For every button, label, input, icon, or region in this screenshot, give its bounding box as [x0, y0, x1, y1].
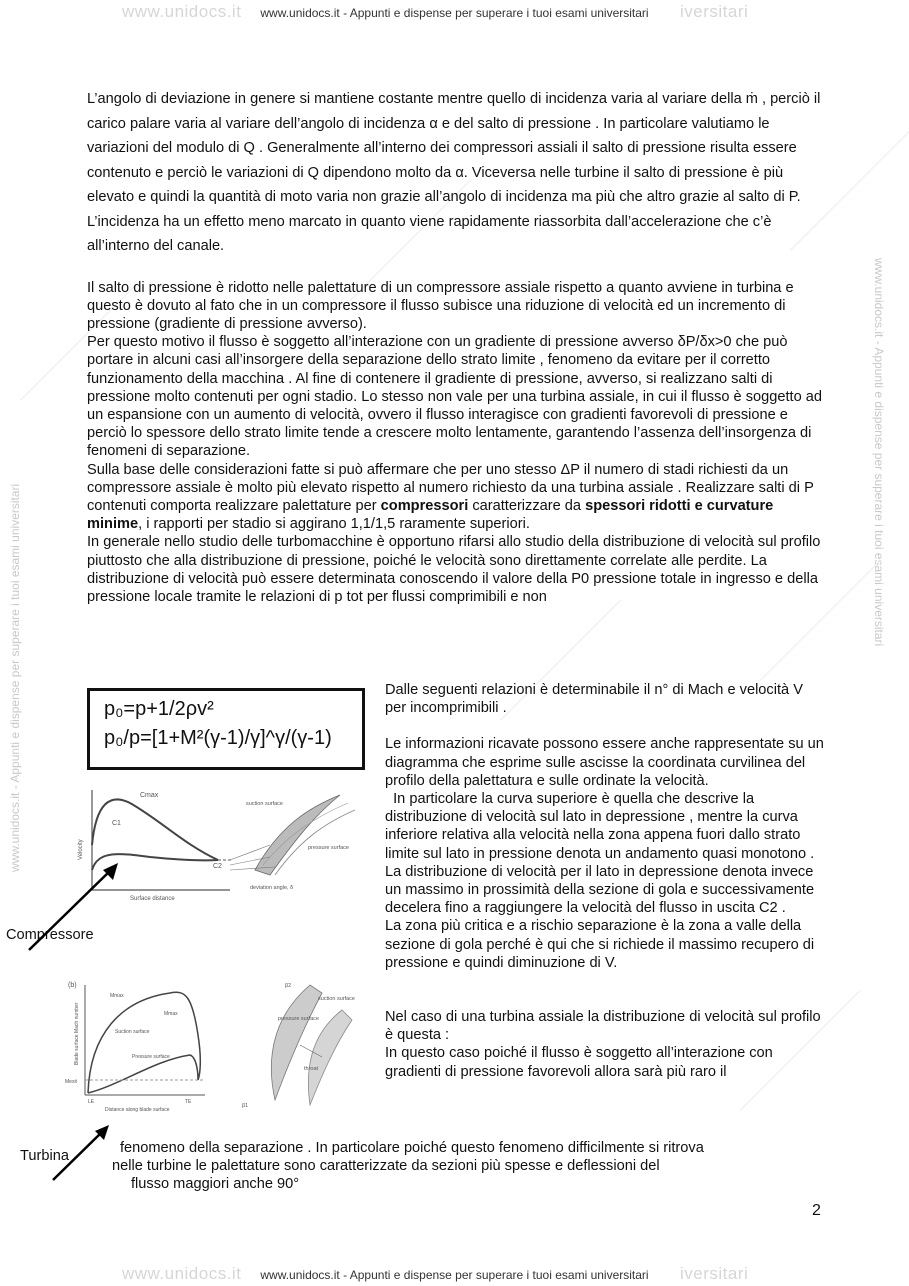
page-footer: www.unidocs.it - Appunti e dispense per superare i tuoi esami universitari [260, 1268, 649, 1282]
fig2-panel-label: (b) [68, 982, 77, 989]
header-ghost-left: www.unidocs.it [122, 2, 242, 21]
turbina-arrow [50, 1122, 115, 1184]
fig2-pressure2-label: pressure surface [278, 1016, 319, 1022]
fig1-pressure-label: pressure surface [308, 845, 349, 851]
paragraph-4-c: caratterizzare da [468, 497, 586, 514]
fig2-pressure-curve [88, 1055, 198, 1093]
paragraph-1: L’angolo di deviazione in genere si mantiene costante mentre quello di incidenza varia al variare della ṁ , perciò il carico palare varia al variare dell’angolo di incidenza α e del salto di pressione . In particolare valutiamo le variazioni del modulo di Q . Generalmente all’interno dei compressori assiali il salto di pressione risulta essere contenuto e perciò le variazioni di Q dipendono molto da α. Viceversa nelle turbine il salto di pressione è più elevato e quindi la quantità di moto varia non grazie all’angolo di incidenza ma più che altro grazie al salto di P. L’incidenza ha un effetto meno marcato in quanto viene rapidamente riassorbita dall’accelerazione che c’è all’interno del canale. [87, 91, 821, 254]
paragraph-4-d: spessori ridotti e curvature minime [87, 497, 774, 533]
side-watermark-left: www.unidocs.it - Appunti e dispense per superare i tuoi esami universitari [8, 483, 22, 872]
fig2-beta1-label: β1 [242, 1103, 249, 1109]
fig2-xlabel: Distance along blade surface [105, 1107, 170, 1113]
fig1-suction-label: suction surface [246, 801, 283, 807]
right-column-text [385, 681, 825, 1081]
fig2-suction-curve [88, 992, 200, 1093]
page-header: www.unidocs.it - Appunti e dispense per superare i tuoi esami universitari [260, 6, 649, 20]
footer-ghost-right: iversitari [680, 1264, 749, 1283]
fig2-mmax-right-label: Mmax [164, 1011, 178, 1017]
paragraph-4-a: Sulla base delle considerazioni fatte si può affermare che per uno stesso ΔP il numero di stadi richiesti da un compressore assiale è molto più elevato rispetto al numero richiesto da una turbina assiale . Realizzare salti di P contenuti comporta realizzare palettature per [87, 461, 814, 514]
right-paragraph-6: Nel caso di una turbina assiale la distribuzione di velocità sul profilo è questa : [385, 1009, 821, 1044]
fig2-le-label: LE [88, 1099, 95, 1105]
paragraph-2: Il salto di pressione è ridotto nelle palettature di un compressore assiale rispetto a quanto avviene in turbina e questo è dovuto al fato che in un compressore il flusso subisce una riduzione di velocità ed un incremento di pressione (gradiente di pressione avverso). [87, 279, 794, 332]
right-paragraph-3: In particolare la curva superiore è quella che descrive la distribuzione di velocità sul lato in depressione , mentre la curva inferiore relativa alla velocità nella zona appena fuori dallo strato limite sul lato in pressione denota un andamento quasi monotono . [385, 791, 815, 862]
fig2-ylabel: Blade surface Mach number [74, 1002, 80, 1065]
side-watermark-right: www.unidocs.it - Appunti e dispense per superare i tuoi esami universitari [872, 258, 886, 647]
fig1-c1-label: C1 [112, 820, 121, 827]
formula-line-2: p₀/p=[1+M²(γ-1)/γ]^γ/(γ-1) [104, 727, 332, 749]
bottom-line-2: nelle turbine le palettature sono caratterizzate da sezioni più spesse e deflessioni del [112, 1158, 660, 1174]
fig1-blade-drawing [230, 795, 355, 875]
right-paragraph-2: Le informazioni ricavate possono essere anche rappresentate su un diagramma che esprime sulle ascisse la coordinata curvilinea del profilo della palettatura e sulle ordinate la velocità. [385, 736, 824, 789]
bottom-line-3: flusso maggiori anche 90° [131, 1176, 300, 1192]
fig2-suction-label: Suction surface [115, 1029, 150, 1035]
header-ghost-right: iversitari [680, 2, 749, 21]
fig2-beta2-label: β2 [285, 983, 292, 989]
fig2-blade-drawing [271, 985, 352, 1105]
right-paragraph-7: In questo caso poiché il flusso è soggetto all’interazione con gradienti di pressione favorevoli allora sarà più raro il [385, 1045, 773, 1080]
fig2-te-label: TE [185, 1099, 192, 1105]
compressore-arrow [25, 860, 125, 955]
fig1-c2-label: C2 [213, 863, 222, 870]
fig1-suction-curve [92, 799, 218, 860]
fig2-mmax-label: Mmax [110, 993, 124, 999]
right-paragraph-5: La zona più critica e a rischio separazione è la zona a valle della sezione di gola perché è qui che si richiede il massimo recupero di pressione e quindi diminuzione di V. [385, 918, 815, 971]
formula-line-1: p₀=p+1/2ρv² [104, 698, 214, 720]
fig1-xlabel: Surface distance [130, 896, 175, 902]
right-paragraph-4: La distribuzione di velocità per il lato in depressione denota invece un massimo in prossimità della sezione di gola e successivamente decelera fino a raggiungere la velocità del flusso in uscita C2 . [385, 863, 815, 917]
paragraph-4-b: compressori [380, 497, 469, 514]
right-paragraph-1: Dalle seguenti relazioni è determinabile il n° di Mach e velocità V per incomprimibili . [385, 682, 803, 717]
paragraph-3: Per questo motivo il flusso è soggetto all’interazione con un gradiente di pressione avverso δP/δx>0 che può portare in alcuni casi all’insorgere della separazione dello strato limite , fenomeno da evitare per il corretto funzionamento della macchina . Al fine di contenere il gradiente di pressione, avverso, si realizzano salti di pressione molto contenuti per ogni stadio. Lo stesso non vale per una turbina assiale, in cui il flusso è soggetto ad un espansione con un aumento di velocità, ovvero il flusso interagisce con gradienti favorevoli di pressione e perciò lo spessore dello strato limite tende a crescere molto lentamente, garantendo l’assenza dell’insorgenza di fenomeni di separazione. [87, 334, 823, 460]
fig1-cmax-label: Cmax [140, 792, 159, 799]
paragraph-5: In generale nello studio delle turbomacchine è opportuno rifarsi allo studio della distribuzione di velocità sul profilo piuttosto che alla distribuzione di pressione, poiché le velocità sono direttamente correlate alle perdite. La distribuzione di velocità può essere determinata conoscendo il valore della P0 pressione totale in ingresso e della pressione locale tramite le relazioni di p tot per flussi comprimibili e non [87, 534, 821, 605]
label-compressore: Compressore [6, 927, 94, 943]
fig2-suction2-label: suction surface [318, 996, 355, 1002]
fig1-ylabel: Velocity [78, 839, 84, 860]
fig2-mexit-label: Mexit [65, 1079, 77, 1085]
page-number: 2 [812, 1202, 821, 1219]
fig2-pressure-label: Pressure surface [132, 1054, 170, 1060]
formula-box [87, 688, 365, 770]
fig2-throat-label: throat [304, 1066, 319, 1072]
paragraph-4 [87, 461, 822, 534]
paragraph-4-e: , i rapporti per stadio si aggirano 1,1/1,5 raramente superiori. [138, 516, 530, 533]
body-text [87, 87, 822, 606]
bottom-line-1: fenomeno della separazione . In particolare poiché questo fenomeno difficilmente si ritrova [120, 1140, 704, 1156]
label-turbina: Turbina [20, 1148, 69, 1164]
fig1-deviation-label: deviation angle, δ [250, 885, 294, 891]
footer-ghost-left: www.unidocs.it [122, 1264, 242, 1283]
turbine-mach-figure [60, 975, 380, 1115]
